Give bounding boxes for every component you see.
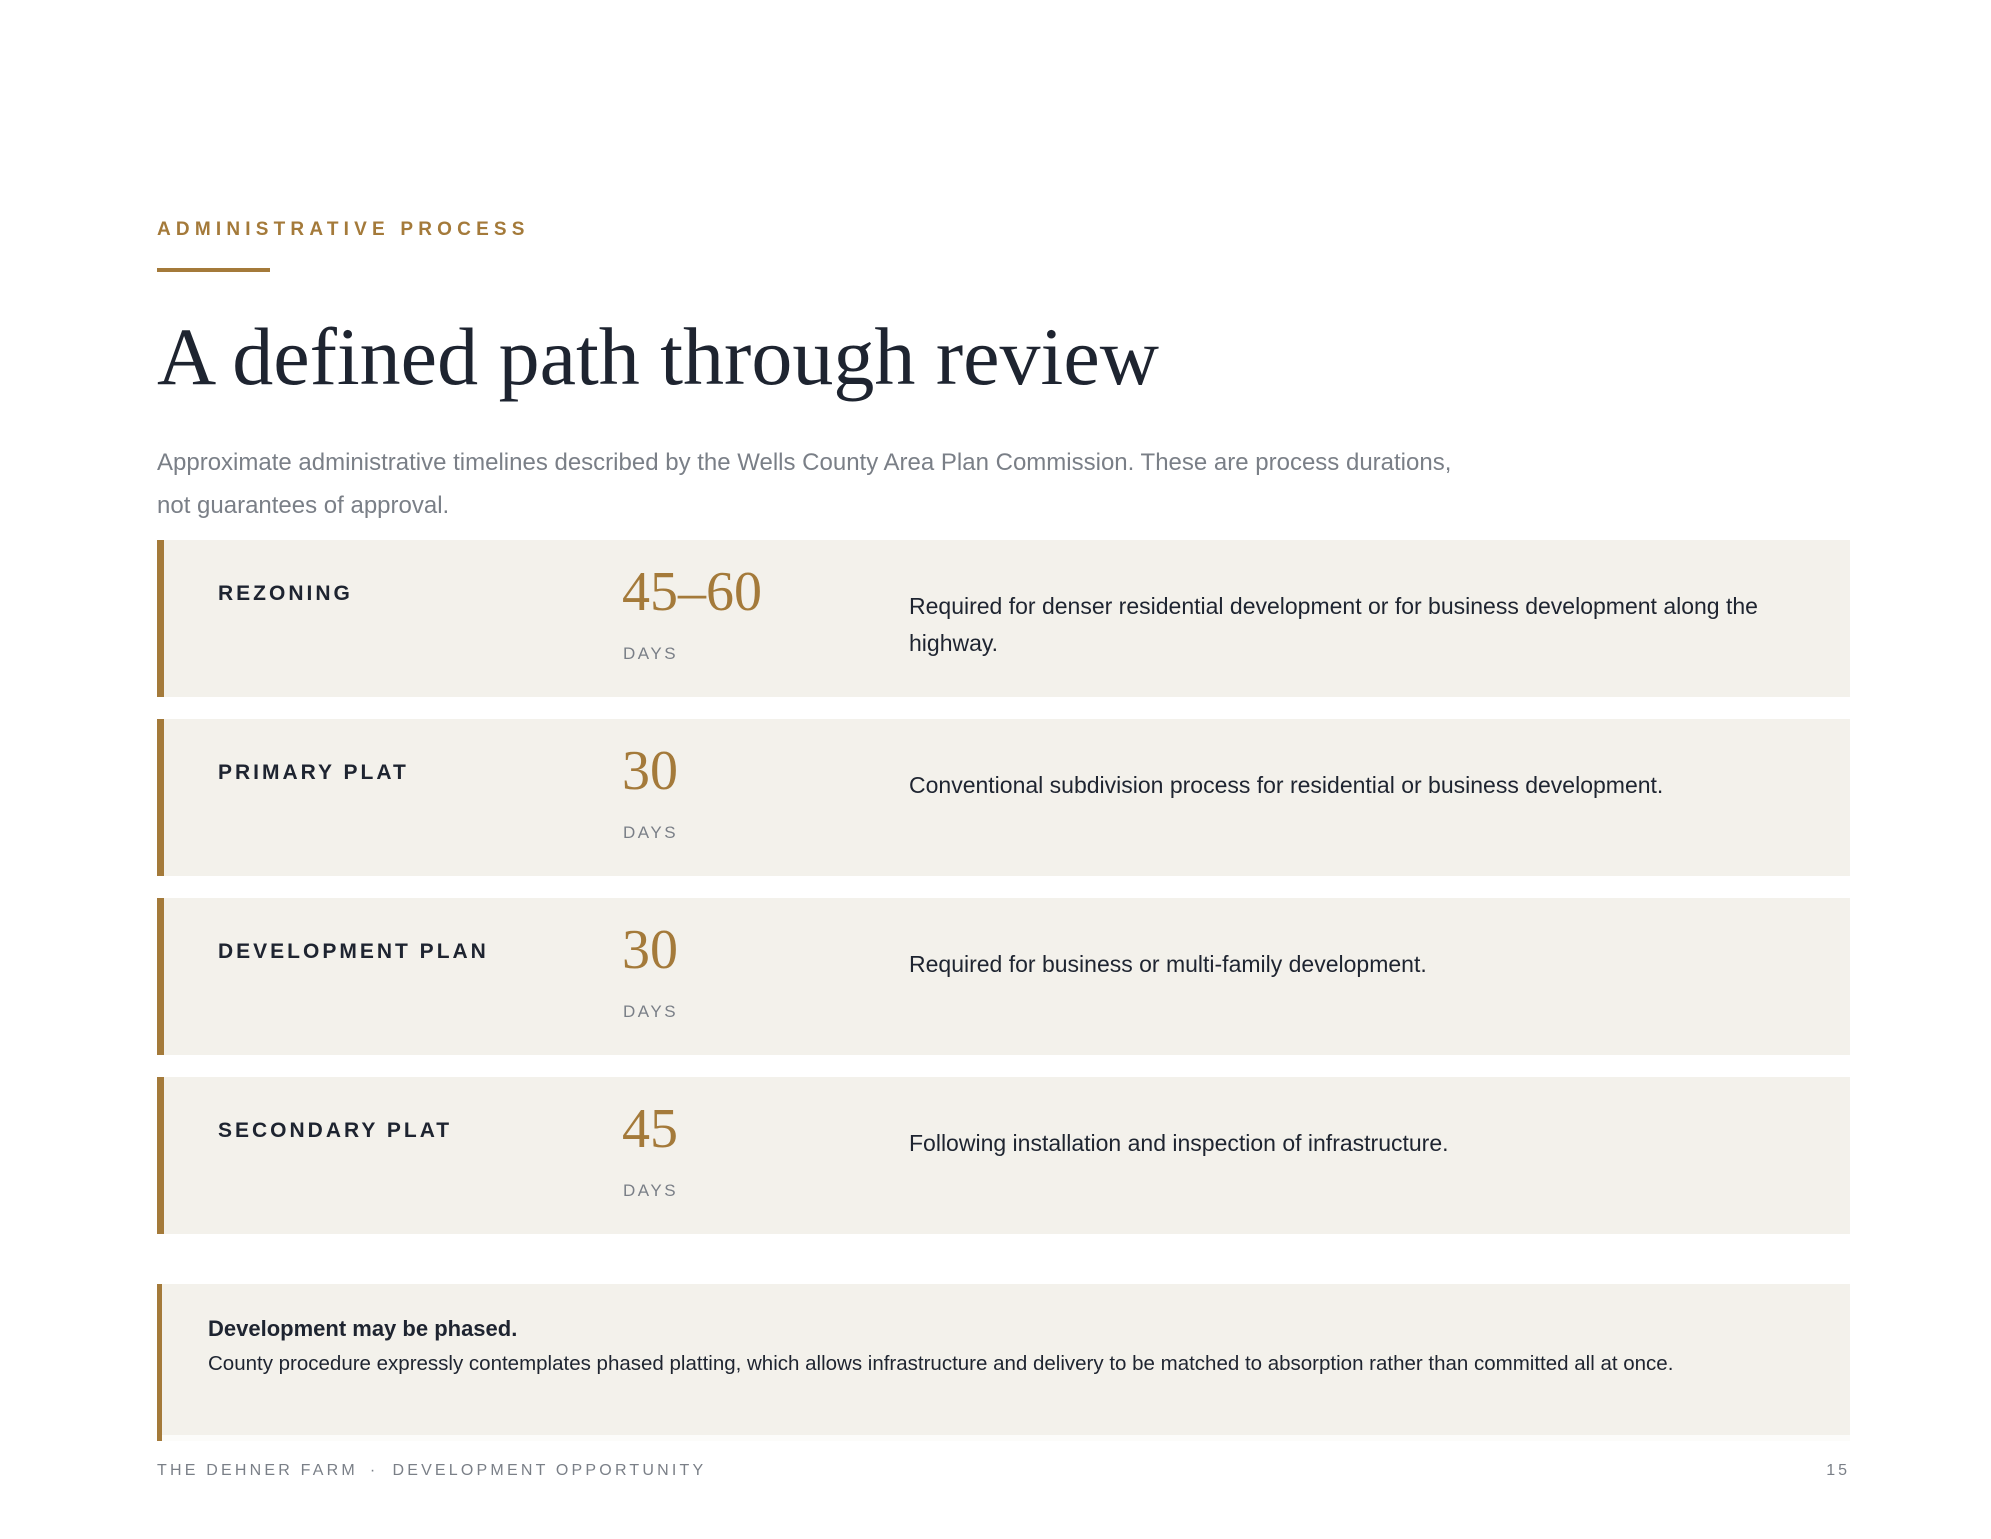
section-eyebrow: ADMINISTRATIVE PROCESS xyxy=(157,219,530,240)
timeline-description: Conventional subdivision process for residential or business development. xyxy=(909,772,1664,798)
timeline-description: Following installation and inspection of infrastructure. xyxy=(909,1130,1449,1156)
timeline-row-development-plan xyxy=(157,898,1850,1055)
timeline-unit: DAYS xyxy=(623,644,679,663)
callout-divider xyxy=(162,1435,1850,1441)
timeline-duration: 30 xyxy=(622,919,678,981)
timeline-label: DEVELOPMENT PLAN xyxy=(218,940,489,963)
timeline-label: SECONDARY PLAT xyxy=(218,1119,453,1142)
timeline-row-rezoning xyxy=(157,540,1850,697)
page xyxy=(157,0,1850,1539)
timeline-label: PRIMARY PLAT xyxy=(218,761,409,784)
page-title: A defined path through review xyxy=(157,311,1159,402)
timeline-row-secondary-plat xyxy=(157,1077,1850,1234)
footer-property: THE DEHNER FARM xyxy=(157,1462,358,1479)
page-number: 15 xyxy=(1826,1462,1850,1479)
callout-title: Development may be phased. xyxy=(208,1316,518,1341)
timeline-duration: 30 xyxy=(622,740,678,802)
timeline-unit: DAYS xyxy=(623,1002,679,1021)
timeline-list xyxy=(157,540,1850,1256)
timeline-duration: 45–60 xyxy=(622,561,762,623)
timeline-row-primary-plat xyxy=(157,719,1850,876)
footer-subtitle: DEVELOPMENT OPPORTUNITY xyxy=(392,1462,707,1479)
timeline-unit: DAYS xyxy=(623,823,679,842)
timeline-description: Required for business or multi-family development. xyxy=(909,951,1427,977)
intro-paragraph: Approximate administrative timelines described by the Wells County Area Plan Commission. These are process durations, not guarantees of approval. xyxy=(157,449,1452,519)
page-footer xyxy=(157,1462,706,1480)
timeline-description: Required for denser residential development or for business development along the highway. xyxy=(909,593,1758,656)
footer-separator: · xyxy=(369,1462,379,1479)
timeline-label: REZONING xyxy=(218,582,353,605)
timeline-unit: DAYS xyxy=(623,1181,679,1200)
phasing-callout xyxy=(157,1284,1850,1441)
eyebrow-underline xyxy=(157,268,270,272)
callout-text: County procedure expressly contemplates phased platting, which allows infrastructure and delivery to be matched to absorption rather than committed all at once. xyxy=(208,1352,1674,1375)
timeline-duration: 45 xyxy=(622,1098,678,1160)
